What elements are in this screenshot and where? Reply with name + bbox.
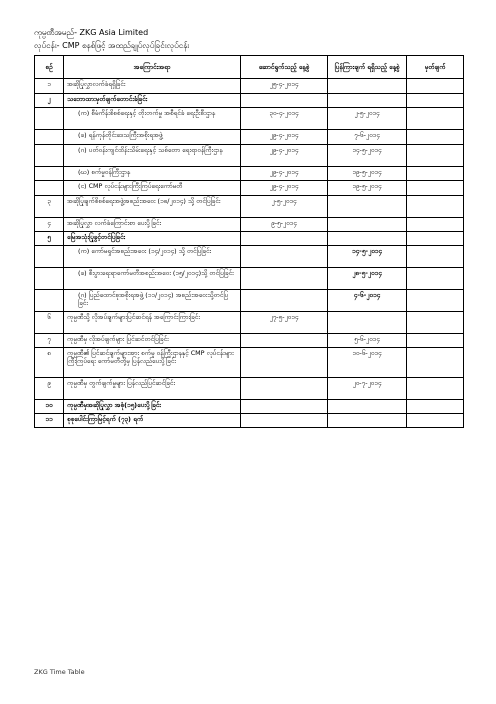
row-number: ၄ [35,218,64,232]
row-action-date: ၃၀-၄-၂၀၁၄ [241,108,328,130]
table-row [35,145,464,167]
document-header [34,26,464,52]
row-action-date: ၂၉-၄-၂၀၁၄ [241,181,328,196]
row-remarks [407,218,464,232]
schedule-table [34,55,464,428]
row-description: (ခ) စီးပွားရေးရာကော်မတီအစည်းအဝေး (၁၅/၂၀၁၄)သို့ တင်ပြခြင်း [64,268,241,290]
row-remarks [407,196,464,218]
table-row [35,334,464,348]
row-reply-date [328,414,407,428]
row-number: ၁ [35,79,64,94]
col-header-no: စဉ် [35,56,64,79]
row-number: ၂ [35,94,64,108]
table-body [35,79,464,428]
row-remarks [407,312,464,334]
row-action-date [241,334,328,348]
row-description: ကုမ္ပဏီမှအဆိုပြုလွှာ အစုံ(၁၅)ပေးပို့ခြင်း [64,400,241,414]
row-reply-date [328,312,407,334]
row-description: (ခ) ရန်ကုန်တိုင်းဒေသကြီးအစိုးရအဖွဲ့ [64,130,241,145]
row-description: (ဂ) ပတ်ဝန်းကျင်ထိန်းသိမ်းရေးနှင့် သစ်တော ရေးရာဝန်ကြီးဌာန [64,145,241,167]
row-description: အဆိုပြုလွှာလက်ခံရရှိခြင်း [64,79,241,94]
row-description: မြေအသုံးပြုခွင့်တင်ပြခြင်း [64,232,241,246]
row-reply-date [328,232,407,246]
table-row [35,268,464,290]
row-number [35,290,64,312]
row-action-date [241,378,328,400]
row-number: ၅ [35,232,64,246]
row-number [35,268,64,290]
row-remarks [407,378,464,400]
row-number [35,145,64,167]
row-action-date [241,348,328,378]
row-description: (င) CMP လုပ်ငန်းများကြီးကြပ်ရေးကော်မတီ [64,181,241,196]
row-number [35,246,64,268]
row-reply-date: ၂၈-၅-၂၀၁၄ [328,268,407,290]
row-number: ၆ [35,312,64,334]
row-description: ကုမ္ပဏီ၏ ပြင်ဆင်ချက်များအား စက်မှု ဝန်ကြီးဌာနနှင့် CMP လုပ်ငန်းများ ကြီးကြပ်ရေး ကော်မတီတို့မှ ပြန်လည်ပေးပို့ခြင်း [64,348,241,378]
row-remarks [407,181,464,196]
col-header-action-date: ဆောင်ရွက်သည့် နေ့စွဲ [241,56,328,79]
row-reply-date: ၁၄-၅-၂၀၁၄ [328,145,407,167]
col-header-description: အကြောင်းအရာ [64,56,241,79]
row-description: ကုမ္ပဏီမှ လိုအပ်ချက်များ ပြင်ဆင်တင်ပြခြင်း [64,334,241,348]
row-remarks [407,400,464,414]
row-action-date [241,400,328,414]
row-number: ၃ [35,196,64,218]
row-description: (က) ကော်မရှင်အစည်းအဝေး (၁၄/၂၀၁၄) သို့ တင်ပြခြင်း [64,246,241,268]
row-action-date: ၉-၅-၂၀၁၄ [241,218,328,232]
row-remarks [407,145,464,167]
row-description: ကုမ္ပဏီမှ တွက်ချက်မှုများ ပြန်လည်ပြင်ဆင်ခြင်း [64,378,241,400]
table-row [35,348,464,378]
row-number: ၇ [35,334,64,348]
row-remarks [407,290,464,312]
footer-label: ZKG Time Table [34,668,85,676]
row-reply-date: ၁၄-၅-၂၀၁၄ [328,246,407,268]
row-number: ၈ [35,348,64,378]
table-row [35,290,464,312]
col-header-reply-date: ပြန်ကြားချက် ရရှိသည့် နေ့စွဲ [328,56,407,79]
table-row [35,167,464,181]
row-remarks [407,130,464,145]
row-reply-date: ၁၀-၆-၂၀၁၄ [328,348,407,378]
row-description: အဆိုပြုလွှာ လက်ခံကြောင်းစာ ပေးပို့ခြင်း [64,218,241,232]
row-description: ကုမ္ပဏီသို့ လိုအပ်ချက်များပြင်ဆင်ရန် အကြောင်းကြားခြင်း [64,312,241,334]
row-remarks [407,334,464,348]
row-action-date: ၂-၅-၂၀၁၄ [241,196,328,218]
table-row [35,79,464,94]
row-remarks [407,268,464,290]
table-row [35,94,464,108]
table-row [35,414,464,428]
row-action-date: ၂၇-၅-၂၀၁၄ [241,312,328,334]
row-reply-date [328,196,407,218]
row-number: ၁၁ [35,414,64,428]
row-reply-date: ၁၉-၅-၂၀၁၄ [328,181,407,196]
row-remarks [407,348,464,378]
row-action-date: ၂၅-၄-၂၀၁၄ [241,79,328,94]
row-action-date [241,414,328,428]
row-reply-date [328,79,407,94]
row-action-date: ၂၉-၄-၂၀၁၄ [241,145,328,167]
row-reply-date: ၁၉-၅-၂၀၁၄ [328,167,407,181]
row-remarks [407,232,464,246]
row-remarks [407,94,464,108]
row-reply-date: ၇-၆-၂၀၁၄ [328,130,407,145]
row-number [35,108,64,130]
col-header-remarks: မှတ်ချက် [407,56,464,79]
row-action-date [241,94,328,108]
row-remarks [407,246,464,268]
table-row [35,246,464,268]
table-row [35,181,464,196]
row-action-date: ၂၉-၄-၂၀၁၄ [241,130,328,145]
row-description: စုစုပေါင်းကြာမြင့်ရက် (၇၃) ရက် [64,414,241,428]
row-action-date [241,246,328,268]
row-action-date: ၂၉-၄-၂၀၁၄ [241,167,328,181]
row-remarks [407,108,464,130]
row-remarks [407,79,464,94]
row-description: သဘောထားမှတ်ချက်တောင်းခံခြင်း [64,94,241,108]
table-row [35,196,464,218]
row-number: ၉ [35,378,64,400]
row-number [35,181,64,196]
company-name: ကုမ္ပဏီအမည်- ZKG Asia Limited [34,28,149,37]
row-description: (ဂ) ပြည်ထောင်စုအစိုးရအဖွဲ့ (၁၁/၂၀၁၄) အစည်းအဝေးသို့တင်ပြခြင်း [64,290,241,312]
row-remarks [407,414,464,428]
row-reply-date [328,218,407,232]
row-remarks [407,167,464,181]
row-reply-date [328,400,407,414]
table-row [35,108,464,130]
row-number [35,130,64,145]
row-description: အဆိုပြုချက်စိစစ်ရေးအဖွဲ့အစည်းအဝေး (၁၈/၂၀၁၄) သို့ တင်ပြခြင်း [64,196,241,218]
table-row [35,312,464,334]
row-reply-date: ၄-၆-၂၀၁၄ [328,290,407,312]
row-reply-date: ၅-၆-၂၀၁၄ [328,334,407,348]
row-action-date [241,232,328,246]
table-row [35,130,464,145]
row-description: (ဃ) စက်မှုဝန်ကြီးဌာန [64,167,241,181]
table-header-row [35,56,464,79]
project-title: လုပ်ငန်း- CMP စနစ်ဖြင့် အထည်ချုပ်လုပ်ခြင်းလုပ်ငန်း [34,41,190,50]
table-row [35,400,464,414]
row-number [35,167,64,181]
row-reply-date: ၂၀-၇-၂၀၁၄ [328,378,407,400]
table-row [35,218,464,232]
table-row [35,232,464,246]
table-row [35,378,464,400]
row-reply-date: ၂-၅-၂၀၁၄ [328,108,407,130]
row-reply-date [328,94,407,108]
row-number: ၁၀ [35,400,64,414]
row-action-date [241,290,328,312]
row-description: (က) စီမံကိန်းစိစစ်ရေးနှင့် တိုးတက်မှု အစီရင်ခံ ရေးဦးစီးဌာန [64,108,241,130]
row-action-date [241,268,328,290]
